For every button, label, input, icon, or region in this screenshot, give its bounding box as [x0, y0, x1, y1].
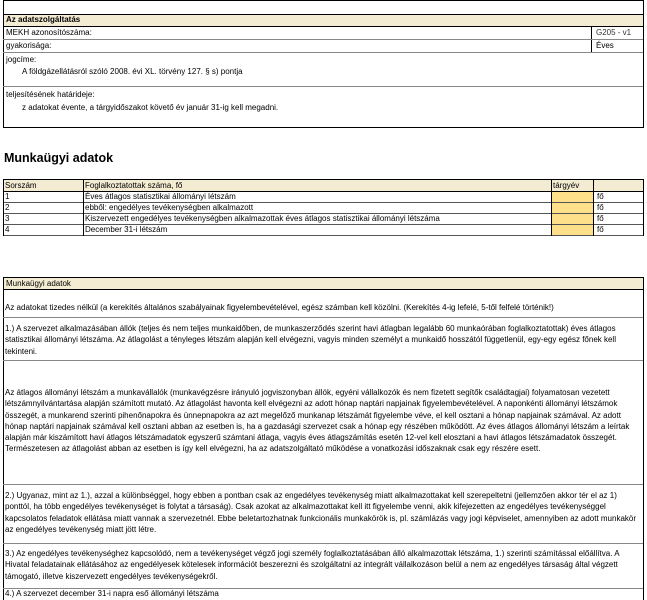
deadline-value: z adatokat évente, a tárgyidőszakot követő év január 31-ig kell megadni.	[22, 103, 279, 112]
col-header-year: tárgyév	[553, 181, 580, 190]
table-row	[3, 192, 643, 203]
row-unit: fő	[597, 225, 604, 234]
mekh-id-value: G205 - v1	[596, 28, 632, 37]
note-paragraph-5: 4.) A szervezet december 31-i napra eső állományi létszáma	[5, 589, 219, 598]
section-title-bar	[3, 14, 643, 26]
table-row	[3, 203, 643, 214]
table-row	[3, 214, 643, 225]
note-paragraph-2: Az átlagos állományi létszám a munkavállalók (munkavégzésre irányuló jogviszonyban állók, egyéni vállalkozók és nem fizetett segítők családtagjai) folyamatosan vezetett létszámnyilvántartása alapján számított mutató. Az átlagolást havonta kell elvégezni az adott hónap naptári napjainak figyelembevételével. A naponkénti állományi létszámok összegét, a munkarend szerinti pihenőnapokra és ünnepnapokra az azt megelőző munkanap létszámát figyelembe véve, el kell osztani a hónap napjainak számával. Az adott hónap naptári napjainak számával kell osztani abban az esetben is, ha a gazdasági szervezet csak a hónap egy részében működött. Az éves átlagos állományi létszám a leírtak alapján már kiszámított havi átlagos létszámadatok egyszerű számtani átlaga, vagyis éves átlagszámítás esetén 12-vel kell elosztani a havi átlagos létszámadatok összegét. Természetesen az átlagolást abban az esetben is így kell elvégezni, ha az adatszolgáltató működése a vonatkozási időszaknak csak egy részére esett.	[5, 388, 630, 454]
row-unit: fő	[597, 203, 604, 212]
col-header-desc: Foglalkoztatottak száma, fő	[85, 181, 183, 190]
section-title: Az adatszolgáltatás	[6, 15, 81, 24]
row-unit: fő	[597, 192, 604, 201]
row-num: 1	[5, 192, 10, 201]
row-desc: Kiszervezett engedélyes tevékenységben alkalmazottak éves átlagos statisztikai állományi létszáma	[85, 214, 440, 223]
row-num: 3	[5, 214, 10, 223]
table-row	[3, 225, 643, 236]
row-num: 4	[5, 225, 10, 234]
frequency-label: gyakorisága:	[6, 41, 52, 50]
frequency-value: Éves	[596, 41, 614, 50]
col-header-num: Sorszám	[5, 181, 37, 190]
row-desc: December 31-i létszám	[85, 225, 168, 234]
legal-basis-value: A földgázellátásról szóló 2008. évi XL. törvény 127. § s) pontja	[22, 67, 243, 76]
legal-basis-label: jogcíme:	[6, 55, 37, 64]
notes-title: Munkaügyi adatok	[6, 279, 71, 288]
row-desc: ebből: engedélyes tevékenységben alkalmazott	[85, 203, 254, 212]
note-paragraph-4: 3.) Az engedélyes tevékenységhez kapcsolódó, nem a tevékenységet végző jogi személy foglalkoztatásában álló alkalmazottak létszáma, 1.) szerinti számítással előállítva. A Hivatal feladatainak ellátásához az engedélyesek kötelesek információt beszerezni és szolgáltatni az integrált vállalkozáson belül a nem az engedélyes társaság által végzett támogató, illetve kiszervezett engedélyes tevékenységekről.	[5, 549, 620, 581]
row-desc: Éves átlagos statisztikai állományi létszám	[85, 192, 236, 201]
row-num: 2	[5, 203, 10, 212]
page-heading: Munkaügyi adatok	[4, 151, 114, 165]
notes-intro: Az adatokat tizedes nélkül (a kerekítés általános szabályainak figyelembevételével, egész számban kell közölni. (Kerekítés 4-ig lefelé, 5-től felfelé történik!)	[5, 303, 554, 312]
mekh-id-label: MEKH azonosítószáma:	[6, 28, 92, 37]
note-paragraph-3: 2.) Ugyanaz, mint az 1.), azzal a különbséggel, hogy ebben a pontban csak az engedélyes tevékenység miatt alkalmazottakat kell szerepeltetni (jellemzően akkor tér el az 1) ponttól, ha több engedélyes tevékenységet is folytat a társaság). Csak azokat az alkalmazottakat kell itt figyelembe venni, akik kifejezetten az engedélyes tevékenységgel kapcsolatos feladatok ellátása miatt vannak a szervezetnél. Ebbe beletartozhatnak funkcionális munkakörök is, pl. számlázás vagy jogi képviselet, amennyiben az adott munkakör az engedélyes tevékenység miatt jött létre.	[5, 491, 637, 534]
deadline-label: teljesítésének határideje:	[6, 90, 95, 99]
note-paragraph-1: 1.) A szervezet alkalmazásában állók (teljes és nem teljes munkaidőben, de munkaszerződés szerint havi átlagban legalább 60 munkaórában foglalkoztatottak) éves átlagos statisztikai állományi létszáma. Az átlagolást a tényleges létszám alapján kell elvégezni, vagyis minden személyt a munkaidő hosszától függetlenül, egy-egy egész főnek kell tekinteni.	[5, 324, 616, 356]
notes-title-bar	[3, 277, 643, 289]
row-unit: fő	[597, 214, 604, 223]
